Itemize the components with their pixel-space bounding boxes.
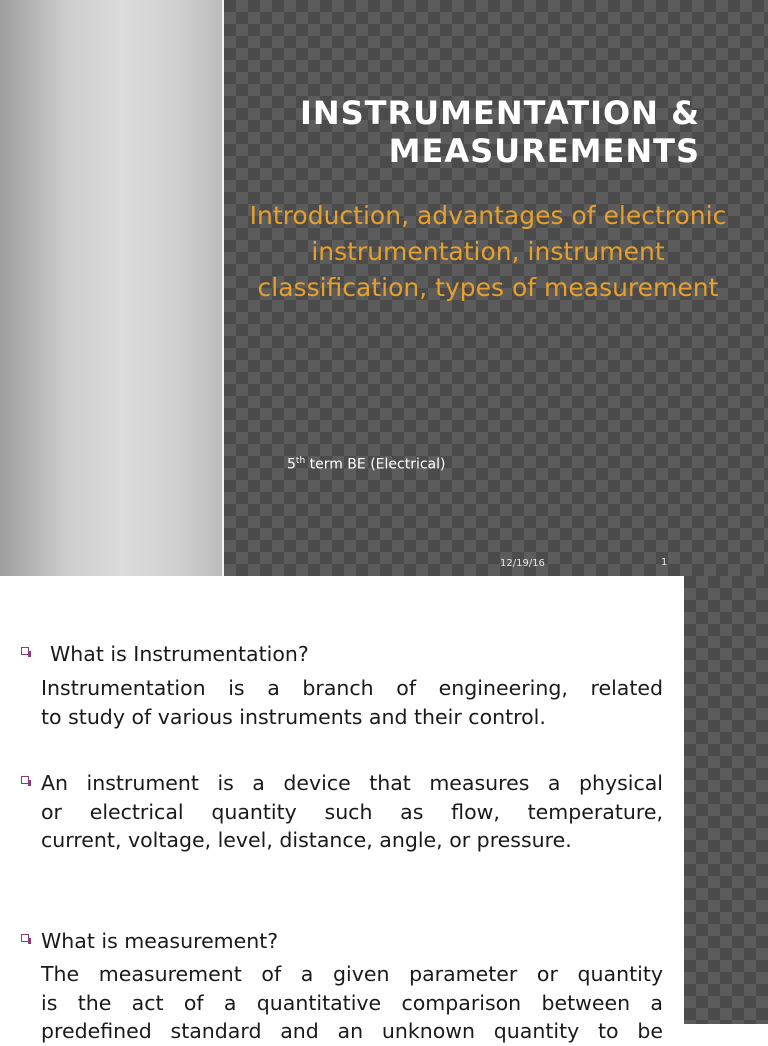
term-label — [287, 456, 445, 473]
square-bullet-icon — [21, 647, 29, 655]
slide-2-pattern-strip — [684, 576, 768, 1024]
question-measurement: What is measurement? — [41, 929, 279, 953]
term-text: term BE (Electrical) — [305, 456, 446, 473]
definition-line: or electrical quantity such as flow, temperature, — [41, 799, 663, 824]
slide-date: 12/19/16 — [500, 558, 545, 569]
term-superscript: th — [295, 456, 306, 466]
answer-line: The measurement of a given parameter or quantity — [41, 962, 663, 986]
question-instrumentation: What is Instrumentation? — [50, 642, 309, 666]
answer-measurement — [41, 960, 663, 1046]
definition-line: current, voltage, level, distance, angle, or pressure. — [41, 828, 572, 852]
slide-2 — [0, 576, 768, 1043]
answer-line: predefined standard and an unknown quantity to be — [41, 1019, 663, 1043]
answer-instrumentation — [41, 674, 663, 731]
answer-line: is the act of a quantitative comparison between a — [41, 990, 663, 1015]
square-bullet-icon — [21, 776, 29, 784]
slide-title: INSTRUMENTATION & MEASUREMENTS — [299, 94, 700, 170]
slide-subtitle: Introduction, advantages of electronic instrumentation, instrument classification, types of measurement — [249, 201, 727, 302]
definition-line: An instrument is a device that measures a physical — [41, 771, 663, 795]
square-bullet-icon — [21, 934, 29, 942]
slide-1-left-panel — [0, 0, 222, 576]
instrument-definition — [41, 769, 663, 855]
answer-line: to study of various instruments and their control. — [41, 704, 546, 729]
term-number: 5 — [287, 456, 296, 473]
answer-line: Instrumentation is a branch of engineering, related — [41, 676, 663, 700]
slide-number: 1 — [661, 557, 668, 568]
